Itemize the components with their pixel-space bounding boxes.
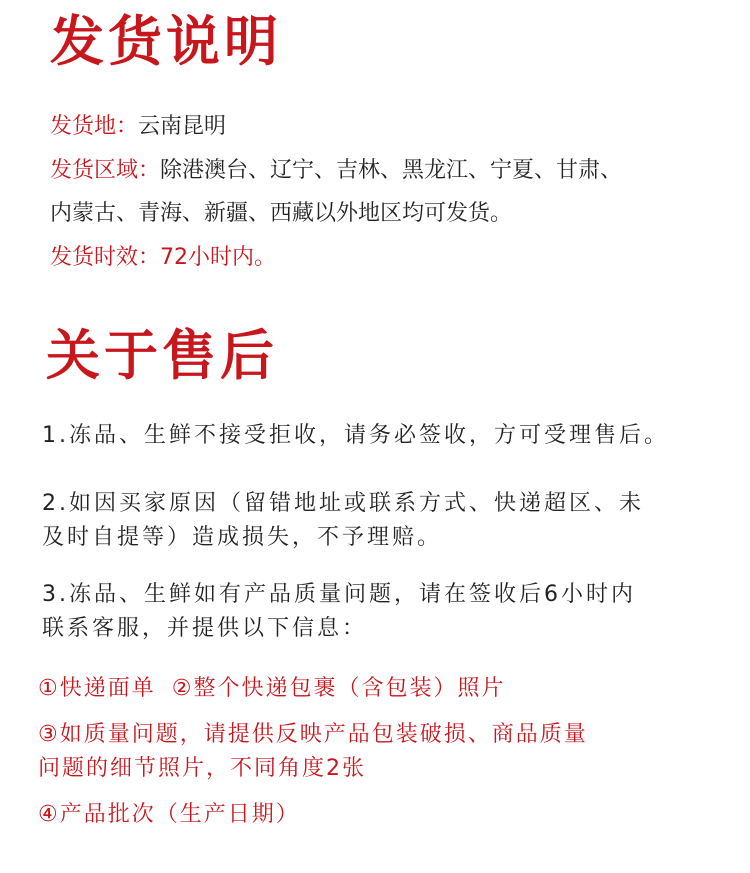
aftersale-item-1: 1.冻品、生鲜不接受拒收，请务必签收，方可受理售后。 xyxy=(42,423,669,448)
shipping-time-value: 72小时内。 xyxy=(160,245,277,270)
shipping-time-label: 发货时效： xyxy=(50,245,161,270)
shipping-origin-label: 发货地： xyxy=(50,114,139,139)
requirement-2-number: ② xyxy=(171,676,194,701)
requirement-1-number: ① xyxy=(38,676,60,701)
shipping-origin-value: 云南昆明 xyxy=(138,114,227,139)
shipping-region-value-1: 除港澳台、辽宁、吉林、黑龙江、宁夏、甘肃、 xyxy=(160,158,623,183)
aftersale-item-3-line-1: 3.冻品、生鲜如有产品质量问题，请在签收后6小时内 xyxy=(42,582,636,607)
requirement-4-number: ④ xyxy=(38,802,60,827)
requirement-line-1 xyxy=(38,674,506,704)
aftersale-title: 关于售后 xyxy=(46,324,278,387)
requirement-3-number: ③ xyxy=(38,722,60,747)
requirement-3-text-1: 如质量问题，请提供反映产品包装破损、商品质量 xyxy=(59,722,588,747)
shipping-region-value-2: 内蒙古、青海、新疆、西藏以外地区均可发货。 xyxy=(50,201,513,226)
requirement-line-4 xyxy=(38,800,300,830)
shipping-origin-line xyxy=(50,112,226,142)
aftersale-item-3-line-2: 联系客服，并提供以下信息： xyxy=(42,616,368,641)
shipping-region-line xyxy=(50,156,622,186)
requirement-1-text: 快递面单 xyxy=(59,676,156,701)
aftersale-item-2-line-2: 及时自提等）造成损失，不予理赔。 xyxy=(42,525,443,550)
requirement-4-text: 产品批次（生产日期） xyxy=(59,802,300,827)
shipping-title: 发货说明 xyxy=(50,10,282,73)
requirement-line-3 xyxy=(38,720,588,750)
aftersale-item-2-line-1: 2.如因买家原因（留错地址或联系方式、快递超区、未 xyxy=(42,491,644,516)
requirement-3-text-2: 问题的细节照片，不同角度2张 xyxy=(38,756,366,781)
shipping-time-line xyxy=(50,243,276,273)
requirement-2-text: 整个快递包裹（含包装）照片 xyxy=(193,676,506,701)
shipping-region-label: 发货区域： xyxy=(50,158,161,183)
